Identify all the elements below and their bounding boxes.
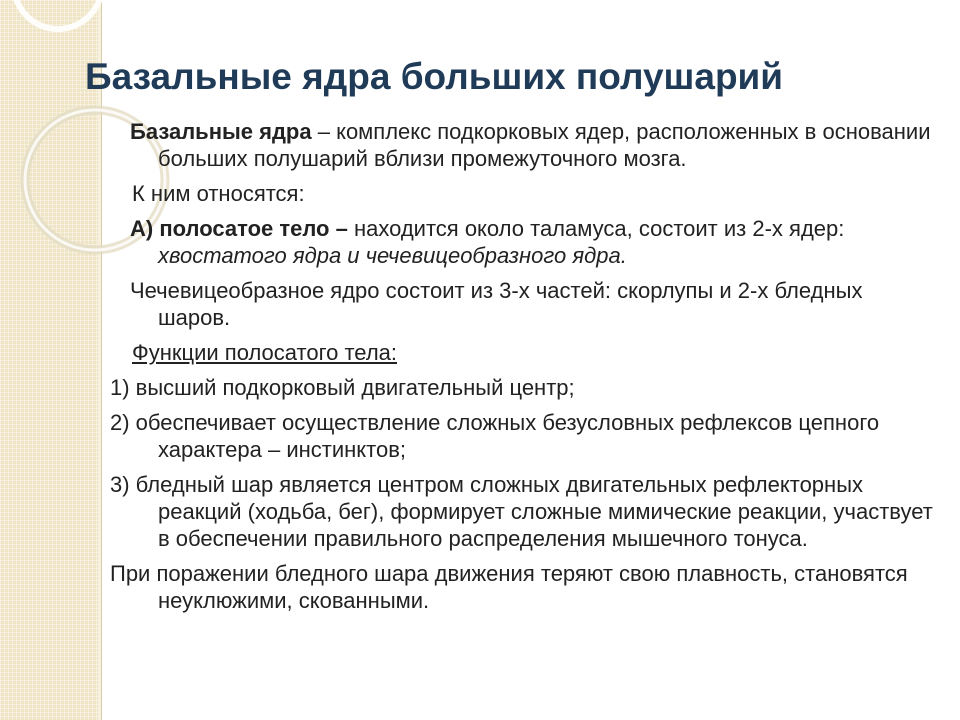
paragraph-functions-heading: [120, 339, 940, 366]
function-item-3: 3) бледный шар является центром сложных двигательных рефлекторных реакций (ходьба, бег), формирует сложные мимические реакции, участвует в обеспечении правильного распределения мышечного тонуса.: [110, 472, 933, 551]
slide-content: [110, 118, 940, 622]
functions-heading: Функции полосатого тела:: [132, 340, 397, 365]
paragraph-striatum: [120, 215, 940, 269]
term-striatum: А) полосатое тело –: [130, 216, 348, 241]
striatum-text: находится около таламуса, состоит из 2-х ядер:: [347, 216, 845, 241]
function-item-2: 2) обеспечивает осуществление сложных безусловных рефлексов цепного характера – инстинктов;: [110, 410, 880, 462]
paragraph-includes: К ним относятся:: [132, 181, 305, 206]
paragraph-lentiform: Чечевицеобразное ядро состоит из 3-х частей: скорлупы и 2-х бледных шаров.: [130, 278, 863, 330]
term-basal-nuclei: Базальные ядра: [130, 119, 312, 144]
slide-title: Базальные ядра больших полушарий: [85, 56, 784, 97]
paragraph-damage: При поражении бледного шара движения теряют свою плавность, становятся неуклюжими, скованными.: [110, 561, 908, 613]
decorative-ring-large: [14, 0, 102, 29]
function-item-1: 1) высший подкорковый двигательный центр;: [110, 375, 575, 400]
definition-text: – комплекс подкорковых ядер, расположенных в основании больших полушарий вблизи промежуточного мозга.: [158, 119, 931, 171]
paragraph-definition: [120, 118, 940, 172]
striatum-nuclei-italic: хвостатого ядра и чечевицеобразного ядра.: [158, 243, 627, 268]
